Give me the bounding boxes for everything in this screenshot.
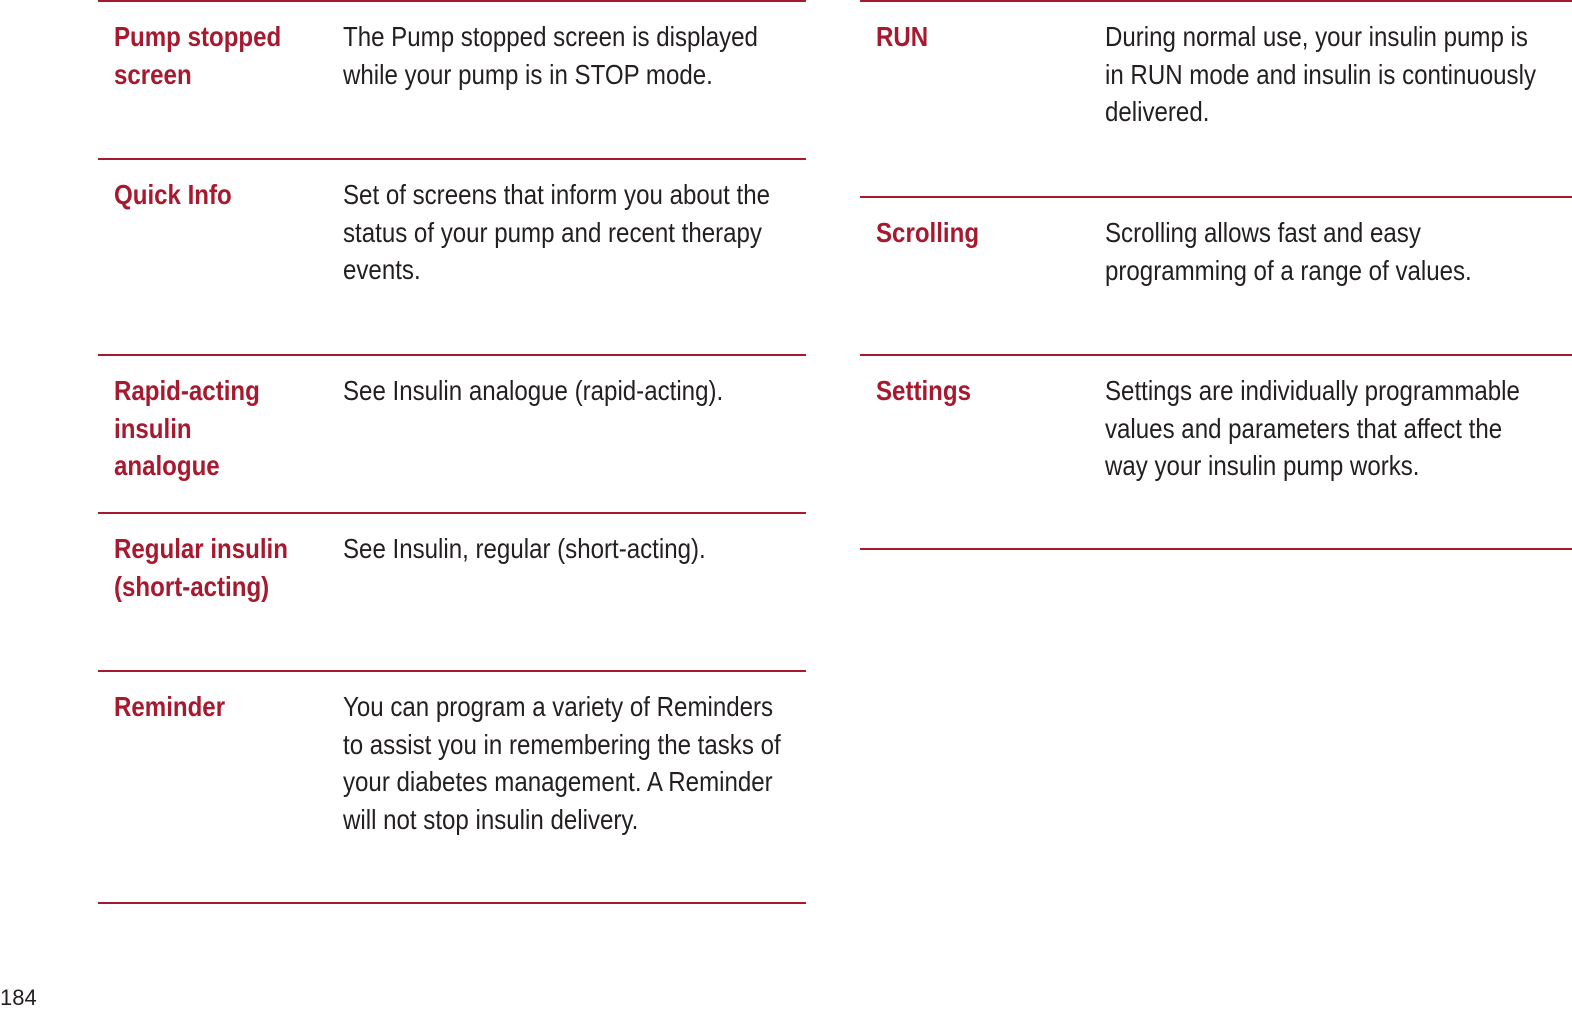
glossary-definition-text: See Insulin, regular (short-acting). (343, 533, 706, 564)
glossary-definition (343, 372, 726, 410)
glossary-term: Rapid-acting insulin analogue (114, 375, 260, 481)
glossary-term: Pump stopped screen (114, 21, 282, 90)
glossary-left-column (98, 0, 806, 904)
glossary-entry-reminder (98, 670, 806, 904)
glossary-definition-text: Settings are individually programmable values and parameters that affect the way your insulin pump works. (1105, 375, 1520, 481)
glossary-term: Reminder (114, 691, 226, 722)
glossary-definition (343, 530, 726, 568)
glossary-entry-settings (860, 354, 1572, 550)
glossary-term: Quick Info (114, 179, 232, 210)
glossary-entry-quick-info (98, 158, 806, 354)
glossary-definition (1105, 372, 1520, 485)
glossary-term: Scrolling (876, 217, 980, 248)
glossary-entry-run (860, 0, 1572, 196)
glossary-definition (1105, 18, 1536, 131)
glossary-entry-scrolling (860, 196, 1572, 354)
glossary-definition (343, 688, 781, 838)
glossary-right-column (860, 0, 1572, 550)
glossary-entry-pump-stopped-screen (98, 0, 806, 158)
glossary-definition-text: Scrolling allows fast and easy programming of a range of values. (1105, 217, 1472, 286)
glossary-definition-text: During normal use, your insulin pump is in RUN mode and insulin is continuously delivered. (1105, 21, 1536, 127)
glossary-term: Regular insulin (short-acting) (114, 533, 288, 602)
glossary-term: Settings (876, 375, 972, 406)
glossary-term: RUN (876, 21, 929, 52)
glossary-definition-text: You can program a variety of Reminders to assist you in remembering the tasks of your diabetes management. A Reminder will not stop insulin delivery. (343, 691, 781, 835)
glossary-definition (1105, 214, 1488, 289)
glossary-definition (343, 176, 771, 289)
glossary-definition-text: Set of screens that inform you about the status of your pump and recent therapy events. (343, 179, 771, 285)
glossary-entry-rapid-acting-insulin-analogue (98, 354, 806, 512)
page-number: 184 (0, 985, 37, 1010)
glossary-definition-text: See Insulin analogue (rapid-acting). (343, 375, 724, 406)
glossary-definition (343, 18, 758, 93)
glossary-entry-regular-insulin (98, 512, 806, 670)
glossary-definition-text: The Pump stopped screen is displayed while your pump is in STOP mode. (343, 21, 758, 90)
